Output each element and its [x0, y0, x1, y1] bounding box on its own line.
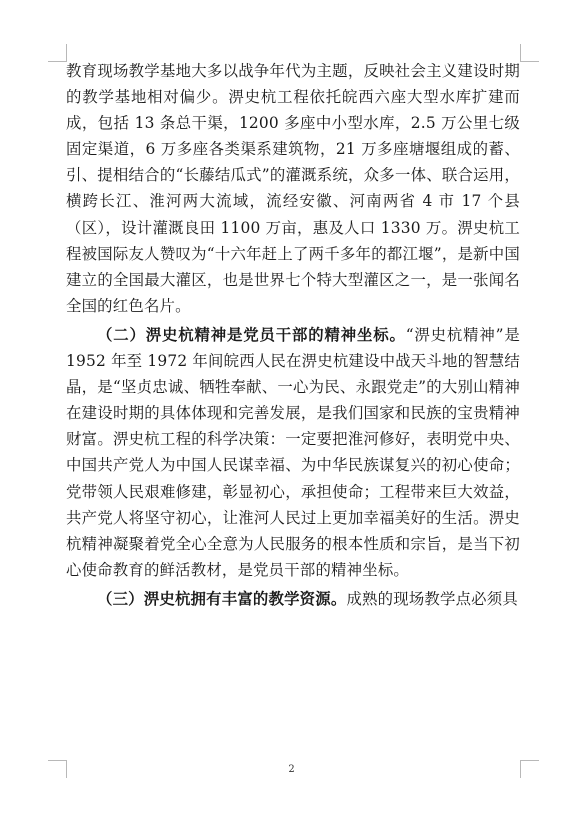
- document-body: [66, 58, 520, 612]
- paragraph-section-3: [66, 586, 520, 612]
- paragraph-text: 成熟的现场教学点必须具: [346, 589, 518, 608]
- crop-mark-top-right-horizontal: [521, 61, 539, 62]
- page-number: 2: [288, 764, 295, 775]
- paragraph-section-2: [66, 322, 520, 583]
- paragraph-continuation: [66, 58, 520, 319]
- crop-mark-bottom-right-horizontal: [521, 760, 539, 761]
- crop-mark-top-left-horizontal: [48, 61, 66, 62]
- crop-mark-top-right-vertical: [520, 44, 521, 62]
- paragraph-text: “淠史杭精神”是 1952 年至 1972 年间皖西人民在淠史杭建设中战天斗地的智慧结晶，是“坚贞忠诚、牺牲奉献、一心为民、永跟党走”的大别山精神在建设时期的具体体现和完善发展，是我们国家和民族的宝贵精神财富。淠史杭工程的科学决策：一定要把淮河修好，表明党中央、中国共产党人为中国人民谋幸福、为中华民族谋复兴的初心使命；党带领人民艰难修建，彰显初心，承担使命；工程带来巨大效益，共产党人将坚守初心，让淮河人民过上更加幸福美好的生活。淠史杭精神凝聚着党全心全意为人民服务的根本性质和宗旨，是当下初心使命教育的鲜活教材，是党员干部的精神坐标。: [66, 325, 520, 579]
- crop-mark-bottom-left-horizontal: [48, 760, 66, 761]
- section-heading-2: （二）淠史杭精神是党员干部的精神坐标。: [97, 325, 406, 344]
- paragraph-text: 教育现场教学基地大多以战争年代为主题，反映社会主义建设时期的教学基地相对偏少。淠史杭工程依托皖西六座大型水库扩建而成，包括 13 条总干渠，1200 多座中小型水库，2.5 万公里七级固定渠道，6 万多座各类渠系建筑物，21 万多座塘堰组成的蓄、引、提相结合的“长藤结瓜式”的灌溉系统，众多一体、联合运用，横跨长江、淮河两大流域，流经安徽、河南两省 4 市 17 个县（区），设计灌溉良田 1100 万亩，惠及人口 1330 万。淠史杭工程被国际友人赞叹为“十六年赶上了两千多年的都江堰”，是新中国建立的全国最大灌区，也是世界七个特大型灌区之一，是一张闻名全国的红色名片。: [66, 62, 520, 315]
- section-heading-3: （三）淠史杭拥有丰富的教学资源。: [97, 589, 347, 608]
